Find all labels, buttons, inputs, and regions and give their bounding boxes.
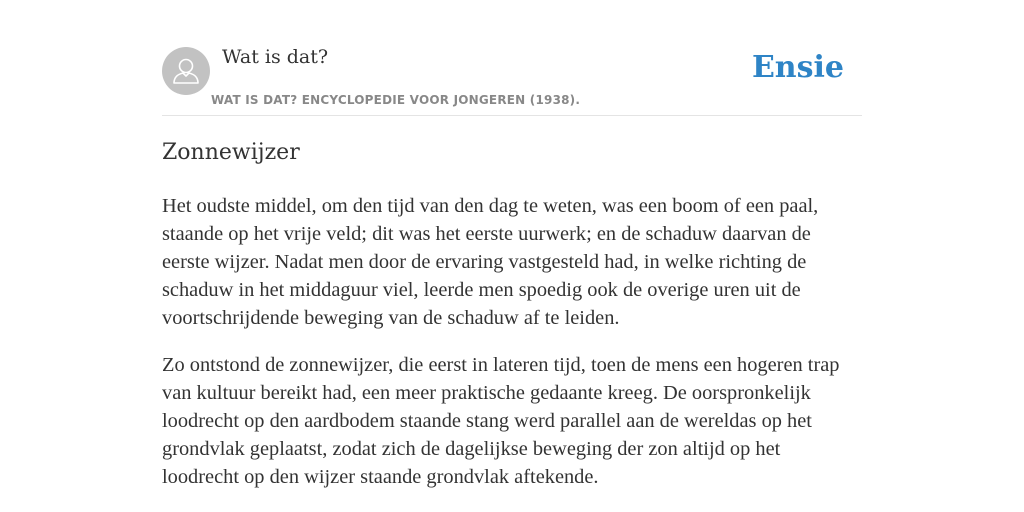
article-title: Zonnewijzer: [162, 140, 300, 165]
user-icon: [162, 47, 210, 95]
source-header: [162, 44, 862, 116]
source-subtitle: WAT IS DAT? ENCYCLOPEDIE VOOR JONGEREN (1938).: [211, 93, 581, 107]
ensie-logo[interactable]: Ensie: [751, 50, 844, 85]
article-paragraph: Het oudste middel, om den tijd van den dag te weten, was een boom of een paal, staande op het vrije veld; dit was het eerste uurwerk; en de schaduw daarvan de eerste wijzer. Nadat men door de ervaring vastgesteld had, in welke richting de schaduw in het middaguur viel, leerde men spoedig ook de overige uren uit de voortschrijdende beweging van de schaduw af te leiden.: [162, 195, 819, 329]
source-title[interactable]: Wat is dat?: [222, 46, 329, 68]
article-paragraph: Zo ontstond de zonnewijzer, die eerst in lateren tijd, toen de mens een hogeren trap van kultuur bereikt had, een meer praktische gedaante kreeg. De oorspronkelijk loodrecht op den aardbodem staande stang werd parallel aan de wereldas op het grondvlak geplaatst, zodat zich de dagelijkse beweging der zon altijd op het loodrecht op den wijzer staande grondvlak aftekende.: [162, 354, 840, 488]
avatar[interactable]: [162, 47, 210, 95]
article-body: [162, 192, 862, 510]
